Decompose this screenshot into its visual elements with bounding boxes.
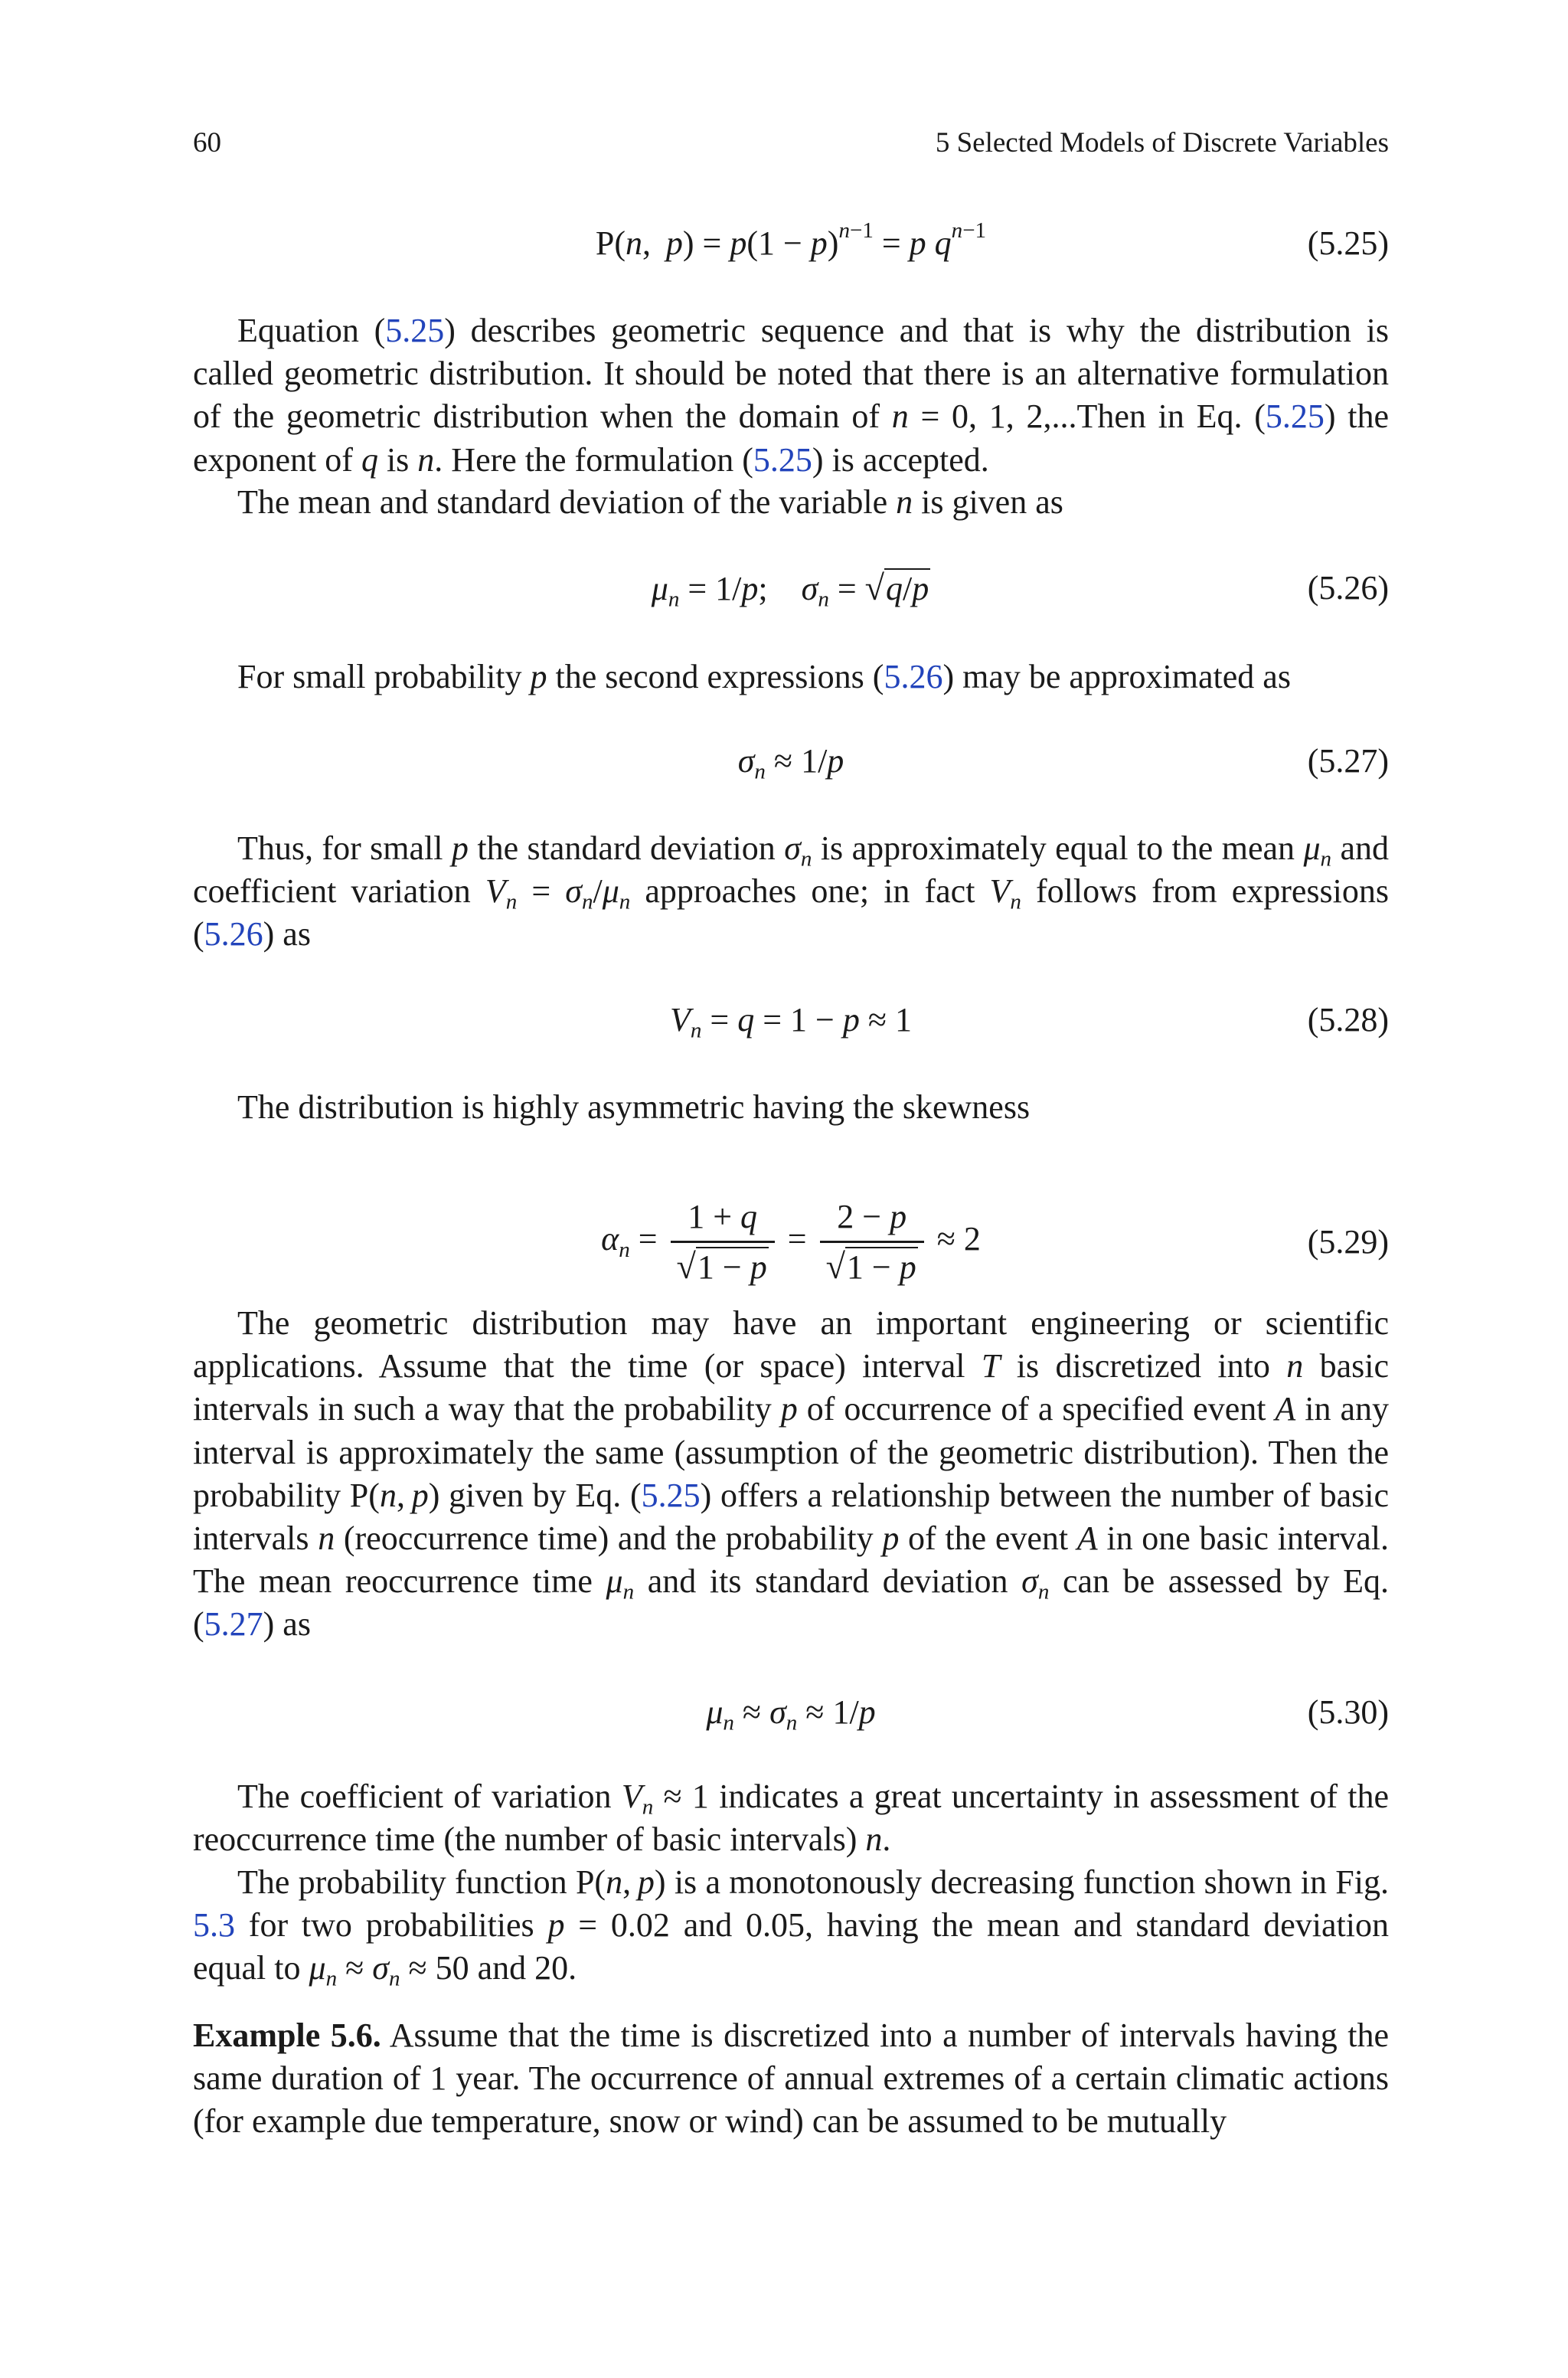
paragraph-coefficient-variation: Thus, for small p the standard deviation $\sigma_n$ is approximately equal to the mean $\mu_n$ and coefficient variation $V_n = \sigma_n/\mu_n$ approaches one; in fact $V_n$ follows from expressions (5.26) as bbox=[193, 829, 1390, 953]
paragraph-uncertainty: The coefficient of variation $V_n \approx 1$ indicates a great uncertainty in assessment of the reoccurrence time (the number of basic intervals) n. bbox=[193, 1778, 1389, 1859]
equation-number: (5.26) bbox=[1307, 569, 1389, 607]
equation-link[interactable]: 5.26 bbox=[204, 915, 263, 953]
chapter-title: 5 Selected Models of Discrete Variables bbox=[935, 127, 1389, 159]
equation-number: (5.28) bbox=[1307, 1001, 1389, 1039]
running-head bbox=[193, 124, 1389, 162]
equation-link[interactable]: 5.25 bbox=[385, 312, 445, 349]
page-number: 60 bbox=[193, 127, 221, 159]
paragraph-small-probability: For small probability p the second expressions (5.26) may be approximated as bbox=[237, 658, 1291, 695]
equation-link[interactable]: 5.26 bbox=[884, 658, 943, 695]
book-page: 60 5 Selected Models of Discrete Variables P(n, $p) = p(1 - p)^{n-1} = p$ $q^{n-1}$ (5.25) Equation (5.25) describes geometric sequence and that is why the distribution is called geometric distribution. It should be noted that there is an alternative formulation of the geometric distribution when the domain of n = 0, 1, 2,...Then in Eq. (5.25) the exponent of q is n. Here the formulation (5.25) is accepted. The mean and standard deviation of the variable n is given as $\mu_n = 1/p$; $\sigma_n = √q/p$ (5.26) For small probability p the second expressions (5.26) may be approximated as $\sigma_n \approx 1/p$ (5.27) Thus, for small p the standard deviation $\sigma_n$ is approximately equal to the mean $\mu_n$ and coefficient variation $V_n = \sigma_n/\mu_n$ approaches one; in fact $V_n$ follows from expressions (5.26) as $V_n = q = 1 - p \approx 1$ (5.28) The distribution is highly asymmetric having the skewness $\alpha_n$ = $\frac{1 + q}{√1 - p}$ = $\frac{2 - p}{√1 - p}$ ≈ 2 (5.29) The geometric distribution may have an important engineering or scientific applications. Assume that the time (or space) interval T is discretized into n basic intervals in such a way that the probability p of occurrence of a specified event A in any interval is approximately the same (assumption of the geometric distribution). Then the probability P(n, p) given by Eq. (5.25) offers a relationship between the number of basic intervals n (reoccurrence time) and the probability p of the event A in one basic interval. The mean reoccurrence time $\mu_n$ and its standard deviation $\sigma_n$ can be assessed by Eq. (5.27) as $\mu_n \approx \sigma_n \approx 1/p$ (5.30) The coefficient of variation $V_n \approx 1$ indicates a great uncertainty in assessment of the reoccurrence time (the number of basic intervals) n. The probability function P(n, p) is a monotonously decreasing function shown in Fig. 5.3 for two probabilities p = 0.02 and 0.05, having the mean and standard deviation equal to $\mu_n \approx \sigma_n \approx 50$ and 20. Example 5.6. Assume that the time is discretized into a number of intervals having the same duration of 1 year. The occurrence of annual extremes of a certain climatic actions (for example due temperature, snow or wind) can be assumed to be mutually bbox=[0, 0, 1568, 2378]
equation-link[interactable]: 5.25 bbox=[641, 1476, 701, 1514]
figure-link[interactable]: 5.3 bbox=[193, 1906, 235, 1945]
equation-link[interactable]: 5.27 bbox=[204, 1605, 263, 1644]
equation-number: (5.27) bbox=[1307, 742, 1389, 780]
equation-number: (5.29) bbox=[1307, 1223, 1389, 1261]
paragraph-mean-std: The mean and standard deviation of the variable n is given as bbox=[237, 483, 1063, 521]
paragraph-example-5-6: Example 5.6. Assume that the time is discretized into a number of intervals having the same duration of 1 year. The occurrence of annual extremes of a certain climatic actions (for example due temperature, snow or wind) can be assumed to be mutually bbox=[193, 2017, 1390, 2141]
equation-number: (5.30) bbox=[1307, 1693, 1389, 1731]
paragraph-engineering-applications: The geometric distribution may have an important engineering or scientific applications. Assume that the time (or space) interval T is discretized into n basic intervals in such a way that the probability p of occurrence of a specified event A in any interval is approximately the same (assumption of the geometric distribution). Then the probability P(n, p) given by Eq. (5.25) offers a relationship between the number of basic intervals n (reoccurrence time) and the probability p of the event A in one basic interval. The mean reoccurrence time $\mu_n$ and its standard deviation $\sigma_n$ can be assessed by Eq. (5.27) as bbox=[193, 1304, 1389, 1644]
equation-link[interactable]: 5.25 bbox=[753, 440, 812, 479]
example-label: Example 5.6. bbox=[193, 2017, 381, 2054]
paragraph-geometric-sequence: Equation (5.25) describes geometric sequence and that is why the distribution is called geometric distribution. It should be noted that there is an alternative formulation of the geometric distribution when the domain of n = 0, 1, 2,...Then in Eq. (5.25) the exponent of q is n. Here the formulation (5.25) is accepted. bbox=[193, 312, 1389, 479]
equation-5-29: $\alpha_n$ = $\frac{1 + q}{√1 - p}$ = $\frac{2 - p}{√1 - p}$ ≈ 2 (5.29) bbox=[193, 1193, 1389, 1293]
paragraph-probability-function: The probability function P(n, p) is a monotonously decreasing function shown in Fig. 5.3 for two probabilities p = 0.02 and 0.05, having the mean and standard deviation equal to $\mu_n \approx \sigma_n \approx 50$ and 20. bbox=[193, 1863, 1389, 1992]
equation-link[interactable]: 5.25 bbox=[1265, 397, 1325, 436]
paragraph-skewness: The distribution is highly asymmetric having the skewness bbox=[237, 1088, 1031, 1126]
equation-number: (5.25) bbox=[1307, 224, 1389, 262]
